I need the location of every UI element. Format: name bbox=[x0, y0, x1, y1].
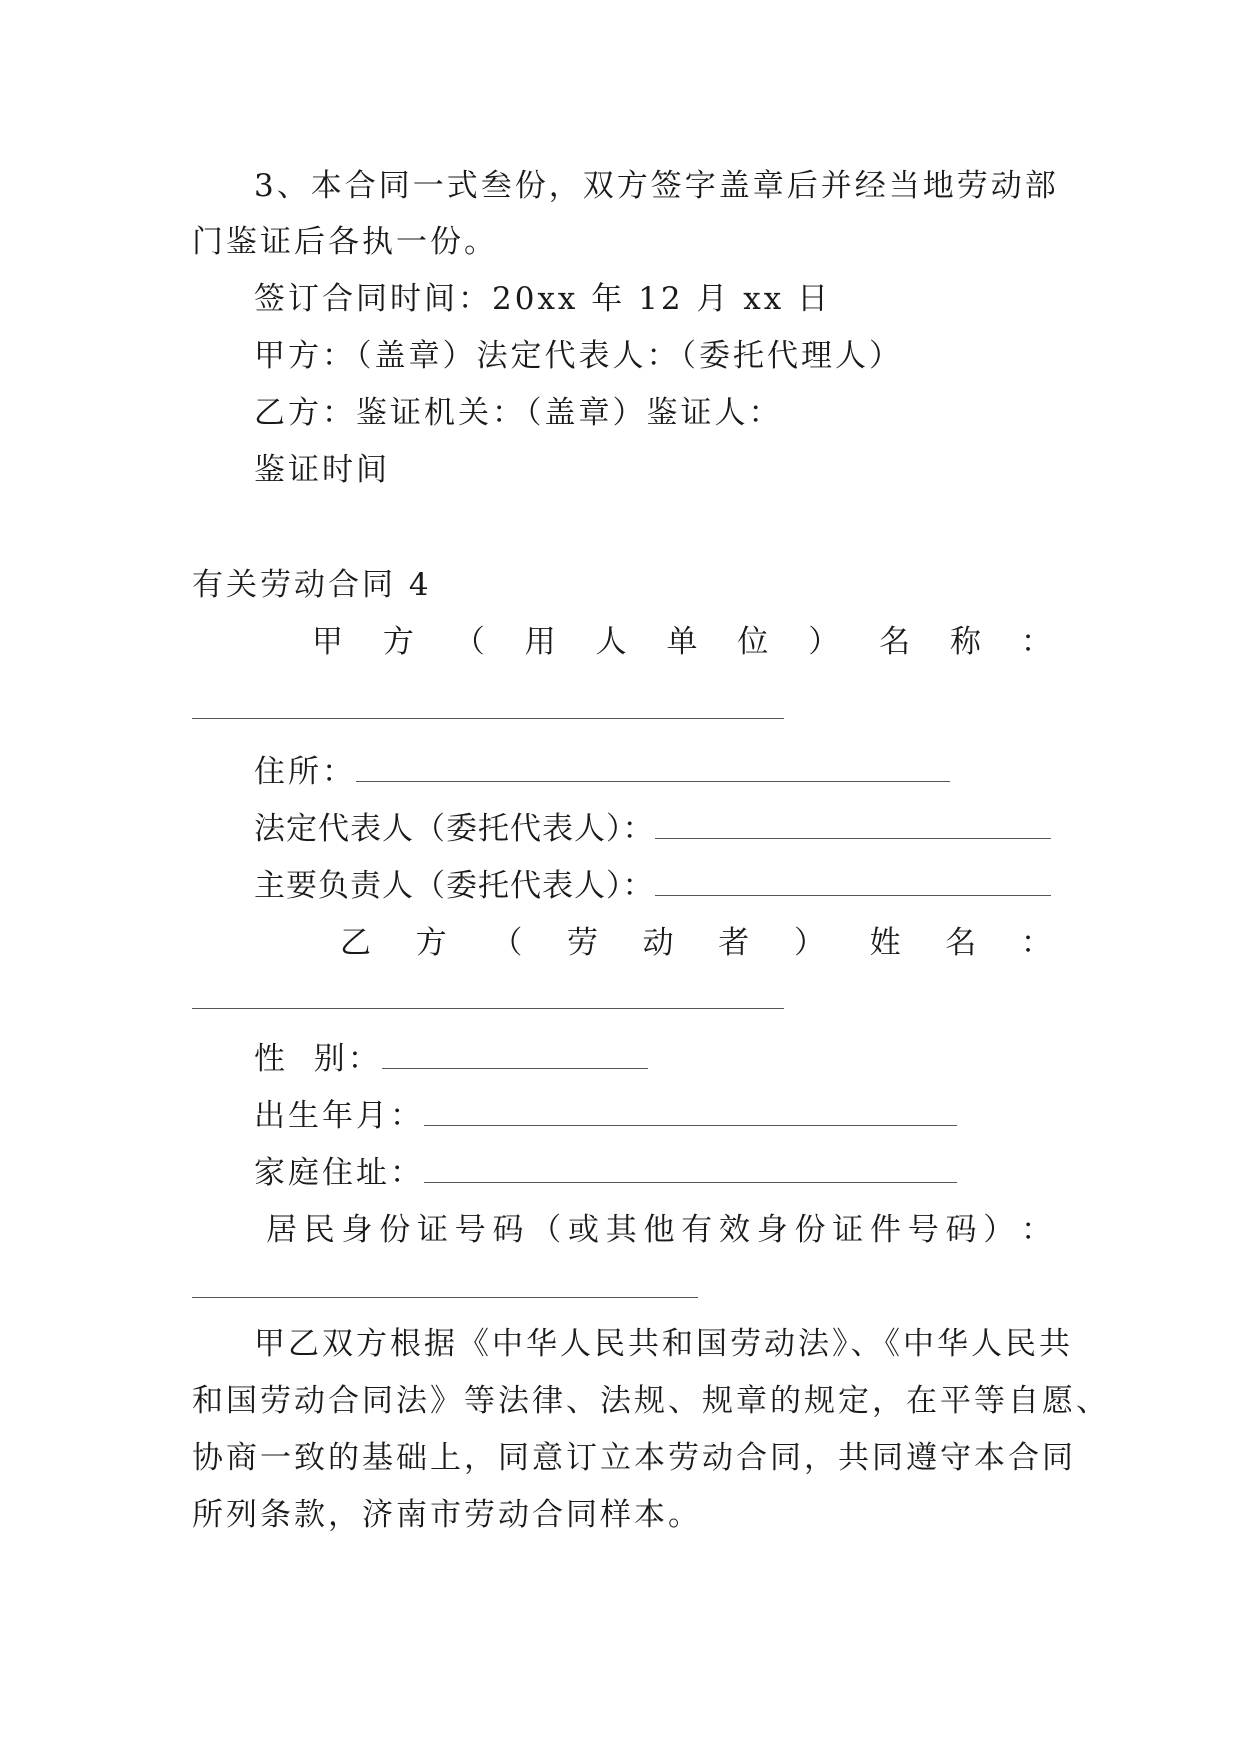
party-a-principal-label: 主要负责人（委托代表人）： bbox=[254, 868, 655, 904]
party-a-header bbox=[192, 622, 1052, 662]
id-label-char: 效 bbox=[719, 1212, 750, 1248]
party-a-header-char: （ bbox=[453, 624, 485, 660]
party-a-address-label: 住所： bbox=[254, 754, 356, 790]
party-b-gender bbox=[254, 1039, 648, 1079]
party-a-legal-rep-blank[interactable] bbox=[655, 816, 1051, 839]
party-b-gender-label: 性 别： bbox=[254, 1041, 382, 1077]
party-a-header-char: ） bbox=[808, 624, 840, 660]
party-b-home-blank[interactable] bbox=[424, 1160, 957, 1183]
id-label-char: 身 bbox=[341, 1212, 373, 1248]
party-b-header-char: ） bbox=[793, 925, 825, 961]
party-b-header-char: 名 bbox=[945, 925, 977, 961]
party-b-birth-label: 出生年月： bbox=[254, 1098, 424, 1134]
party-b-header-char: （ bbox=[491, 925, 523, 961]
party-b-home-label: 家庭住址： bbox=[254, 1155, 424, 1191]
id-label-char: 件 bbox=[870, 1212, 901, 1248]
party-b-header-char: 方 bbox=[415, 925, 447, 961]
party-a-principal bbox=[254, 866, 1051, 906]
party-b-sign-line: 乙方：鉴证机关：（盖章）鉴证人： bbox=[254, 395, 783, 431]
party-a-principal-blank[interactable] bbox=[655, 873, 1051, 896]
id-label-char: 码 bbox=[945, 1212, 977, 1248]
section-title: 有关劳动合同 4 bbox=[192, 567, 432, 603]
party-a-header-char: 用 bbox=[524, 624, 556, 660]
party-a-header-char: 名 bbox=[879, 624, 911, 660]
party-b-id-blank[interactable] bbox=[192, 1297, 698, 1298]
party-b-birth-blank[interactable] bbox=[424, 1103, 957, 1126]
id-label-char: 居 bbox=[266, 1212, 297, 1248]
party-a-sign-line: 甲方：（盖章）法定代表人：（委托代理人） bbox=[254, 338, 903, 374]
party-b-home bbox=[254, 1153, 957, 1193]
id-label-char: ： bbox=[1021, 1212, 1052, 1248]
id-label-char: 号 bbox=[907, 1212, 939, 1248]
id-label-char: 码 bbox=[492, 1212, 524, 1248]
id-label-char: （ bbox=[530, 1212, 562, 1248]
party-a-legal-rep bbox=[254, 809, 1051, 849]
verify-time: 鉴证时间 bbox=[254, 452, 390, 488]
party-b-header-char: 乙 bbox=[340, 925, 371, 961]
party-a-header-char: 单 bbox=[666, 624, 698, 660]
party-a-address-blank[interactable] bbox=[356, 759, 950, 782]
id-label-char: 有 bbox=[681, 1212, 713, 1248]
party-a-header-char: 人 bbox=[595, 624, 627, 660]
id-label-char: 或 bbox=[568, 1212, 599, 1248]
party-b-header bbox=[192, 923, 1052, 963]
sign-date: 签订合同时间：20xx 年 12 月 xx 日 bbox=[254, 281, 832, 317]
id-label-char: 民 bbox=[303, 1212, 335, 1248]
id-label-char: 证 bbox=[832, 1212, 864, 1248]
party-b-gender-blank[interactable] bbox=[382, 1046, 648, 1069]
party-b-header-char: 劳 bbox=[566, 925, 598, 961]
party-a-address bbox=[254, 752, 950, 792]
party-b-header-char: ： bbox=[1020, 925, 1052, 961]
party-a-header-char: ： bbox=[1020, 624, 1052, 660]
party-b-header-char: 者 bbox=[718, 925, 750, 961]
party-b-id-label bbox=[192, 1210, 1052, 1250]
id-label-char: 身 bbox=[756, 1212, 788, 1248]
id-label-char: 份 bbox=[379, 1212, 411, 1248]
party-a-header-char: 称 bbox=[950, 624, 982, 660]
party-b-name-blank[interactable] bbox=[192, 1008, 784, 1009]
body-text-line-1: 甲乙双方根据《中华人民共和国劳动法》、《中华人民共 bbox=[254, 1326, 1073, 1362]
party-a-name-blank[interactable] bbox=[192, 718, 784, 719]
body-text-line-4: 所列条款，济南市劳动合同样本。 bbox=[192, 1497, 702, 1533]
id-label-char: ） bbox=[983, 1212, 1015, 1248]
party-a-header-char: 方 bbox=[382, 624, 414, 660]
id-label-char: 份 bbox=[794, 1212, 826, 1248]
party-b-header-char: 动 bbox=[642, 925, 674, 961]
party-a-header-char: 位 bbox=[737, 624, 769, 660]
id-label-char: 号 bbox=[454, 1212, 486, 1248]
party-b-birth bbox=[254, 1096, 957, 1136]
clause-3-line-1: 3、本合同一式叁份，双方签字盖章后并经当地劳动部 bbox=[254, 168, 1059, 204]
id-label-char: 其 bbox=[605, 1212, 637, 1248]
body-text-line-3: 协商一致的基础上，同意订立本劳动合同，共同遵守本合同 bbox=[192, 1440, 1076, 1476]
body-text-line-2: 和国劳动合同法》等法律、法规、规章的规定，在平等自愿、 bbox=[192, 1383, 1110, 1419]
party-b-header-char: 姓 bbox=[869, 925, 901, 961]
party-a-header-char: 甲 bbox=[312, 624, 343, 660]
clause-3-line-2: 门鉴证后各执一份。 bbox=[192, 224, 498, 260]
id-label-char: 他 bbox=[643, 1212, 675, 1248]
party-a-legal-rep-label: 法定代表人（委托代表人）： bbox=[254, 811, 655, 847]
id-label-char: 证 bbox=[417, 1212, 448, 1248]
